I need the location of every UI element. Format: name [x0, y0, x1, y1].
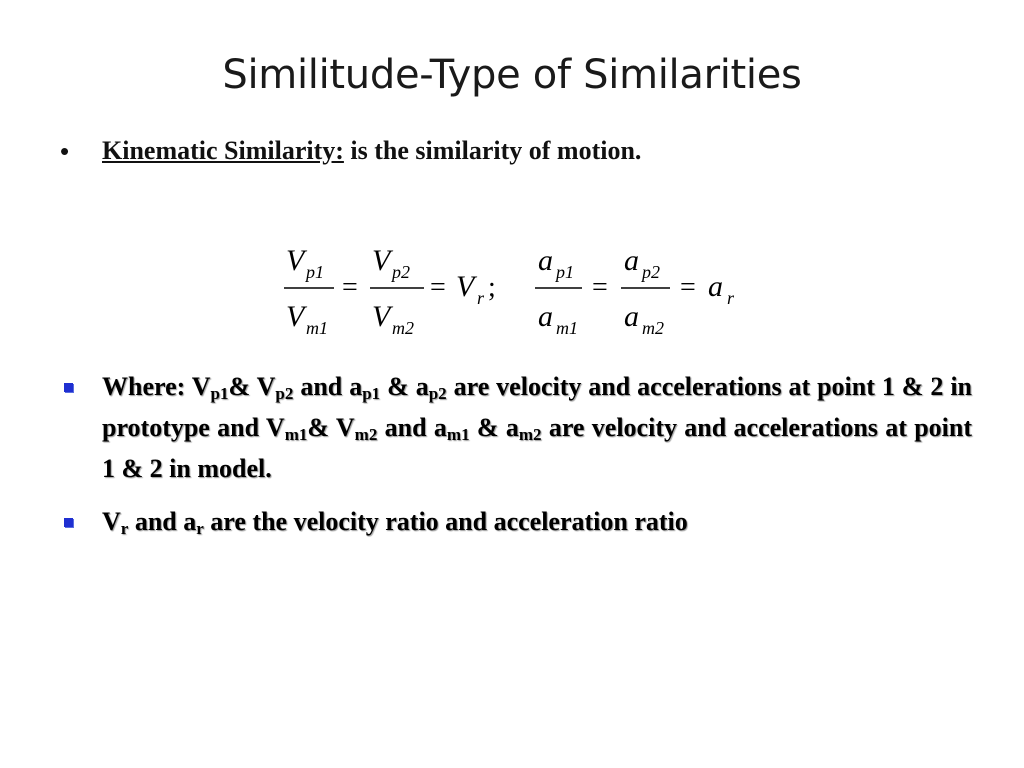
- text-run: V: [102, 507, 121, 536]
- text-run: are the velocity ratio and acceleration ratio: [203, 507, 688, 536]
- list-item-text: [102, 507, 688, 536]
- text-run: are velocity and accelerations at point 1 & 2 in model.: [102, 413, 973, 483]
- equation-block: [0, 232, 1024, 342]
- a-num2-sub: p2: [642, 262, 660, 282]
- v-num2: V: [372, 244, 391, 277]
- subscript: p2: [428, 384, 447, 403]
- a-num1-sub: p1: [556, 262, 574, 282]
- bullet-text: [102, 136, 641, 166]
- v-ratio: V: [456, 270, 475, 303]
- text-run: & V: [307, 413, 355, 442]
- v-den1: V: [286, 300, 305, 333]
- subscript: m1: [284, 425, 308, 444]
- bullet-marker: •: [60, 136, 70, 166]
- equation-svg: [0, 232, 1024, 342]
- text-run: and a: [128, 507, 197, 536]
- v-den2: V: [372, 300, 391, 333]
- a-ratio: a: [708, 270, 723, 303]
- subscript: r: [120, 519, 129, 538]
- subscript: p1: [210, 384, 229, 403]
- a-den1: a: [538, 300, 553, 333]
- a-den2-sub: m2: [642, 318, 664, 338]
- subscript: r: [196, 519, 204, 538]
- v-den2-sub: m2: [392, 318, 414, 338]
- text-run: & a: [380, 372, 429, 401]
- a-num2: a: [624, 244, 639, 277]
- list-item: [64, 366, 972, 489]
- subscript: m2: [354, 425, 378, 444]
- subscript: p1: [362, 384, 381, 403]
- subscript: m2: [518, 425, 542, 444]
- text-run: Where: V: [102, 372, 211, 401]
- v-num2-sub: p2: [392, 262, 410, 282]
- bullet-term: Kinematic Similarity:: [102, 136, 344, 165]
- a-num1: a: [538, 244, 553, 277]
- text-run: & V: [228, 372, 276, 401]
- square-bullet-icon: [64, 518, 73, 527]
- square-bullet-icon: [64, 383, 73, 392]
- a-eq1: =: [592, 272, 608, 303]
- v-ratio-sub: r: [477, 288, 485, 308]
- v-eq2: =: [430, 272, 446, 303]
- text-run: & a: [469, 413, 519, 442]
- v-num1: V: [286, 244, 305, 277]
- text-run: and a: [293, 372, 363, 401]
- slide-title: Similitude-Type of Similarities: [222, 52, 802, 98]
- a-den2: a: [624, 300, 639, 333]
- subscript: p2: [275, 384, 294, 403]
- a-ratio-sub: r: [727, 288, 735, 308]
- v-den1-sub: m1: [306, 318, 328, 338]
- v-eq1: =: [342, 272, 358, 303]
- list-item-text: [102, 372, 972, 483]
- explanation-list: [64, 366, 972, 554]
- v-separator: ;: [488, 272, 496, 303]
- v-num1-sub: p1: [306, 262, 324, 282]
- text-run: and a: [377, 413, 447, 442]
- a-eq2: =: [680, 272, 696, 303]
- list-item: [64, 501, 972, 542]
- a-den1-sub: m1: [556, 318, 578, 338]
- text-run: are velocity and accelerations at point 1 & 2 in prototype and V: [102, 372, 973, 442]
- subscript: m1: [446, 425, 470, 444]
- bullet-definition: is the similarity of motion.: [343, 136, 642, 165]
